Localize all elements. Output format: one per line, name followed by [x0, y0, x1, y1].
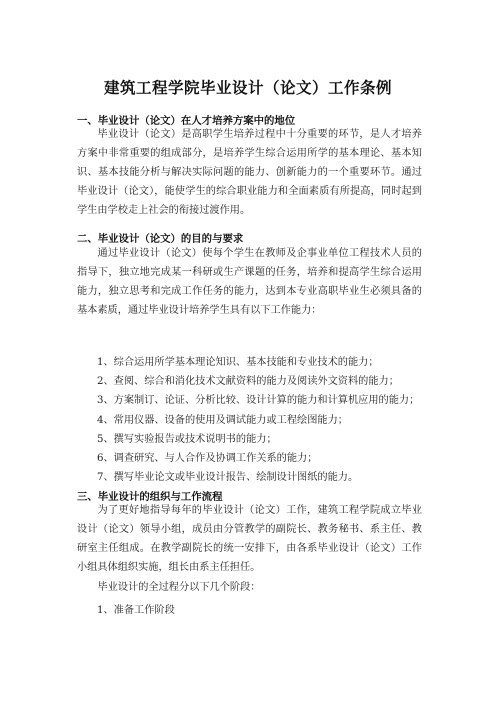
section-heading-2: 二、毕业设计（论文）的目的与要求 [77, 233, 244, 245]
section-3-paragraph: 毕业设计的全过程分以下几个阶段： [97, 582, 261, 593]
list-item: 7、撰写毕业论文或毕业设计报告、绘制设计图纸的能力。 [97, 472, 359, 483]
list-item: 1、综合运用所学基本理论知识、基本技能和专业技术的能力； [97, 357, 379, 368]
list-item: 3、方案制订、论证、分析比较、设计计算的能力和计算机应用的能力； [97, 395, 420, 406]
section-heading-3: 三、毕业设计的组织与工作流程 [77, 491, 223, 503]
section-3-paragraph: 为了更好地指导每年的毕业设计（论文）工作，建筑工程学院成立毕业设计（论文）领导小组，成员由分管教学的副院长、教务秘书、系主任、教研室主任组成。在教学副院长的统一安排下，由各系毕业设计（论文）工作小组具体组织实施，组长由系主任担任。 [77, 505, 422, 574]
list-item: 2、查阅、综合和消化技术文献资料的能力及阅读外文资料的能力； [97, 376, 399, 387]
section-1-paragraph: 毕业设计（论文）是高职学生培养过程中十分重要的环节，是人才培养方案中非常重要的组成部分，是培养学生综合运用所学的基本理论、基本知识、基本技能分析与解决实际问题的能力、创新能力的一个重要环节。通过毕业设计（论文），能使学生的综合职业能力和全面素质有所提高，同时起到学生由学校走上社会的衔接过渡作用。 [77, 129, 422, 217]
document-title: 建筑工程学院毕业设计（论文）工作条例 [103, 79, 392, 97]
list-item: 6、调查研究、与人合作及协调工作关系的能力； [97, 453, 318, 464]
list-item: 5、撰写实验报告或技术说明书的能力； [97, 434, 277, 445]
list-item: 4、常用仪器、设备的使用及调试能力或工程绘图能力； [97, 415, 348, 426]
list-item: 1、准备工作阶段 [97, 605, 175, 616]
section-2-paragraph: 通过毕业设计（论文）使每个学生在教师及企事业单位工程技术人员的指导下，独立地完成某一科研或生产课题的任务，培养和提高学生综合运用能力，独立思考和完成工作任务的能力，达到本专业高职毕业生必须具备的基本素质，通过毕业设计培养学生具有以下工作能力： [77, 248, 422, 317]
section-heading-1: 一、毕业设计（论文）在人才培养方案中的地位 [77, 115, 296, 127]
